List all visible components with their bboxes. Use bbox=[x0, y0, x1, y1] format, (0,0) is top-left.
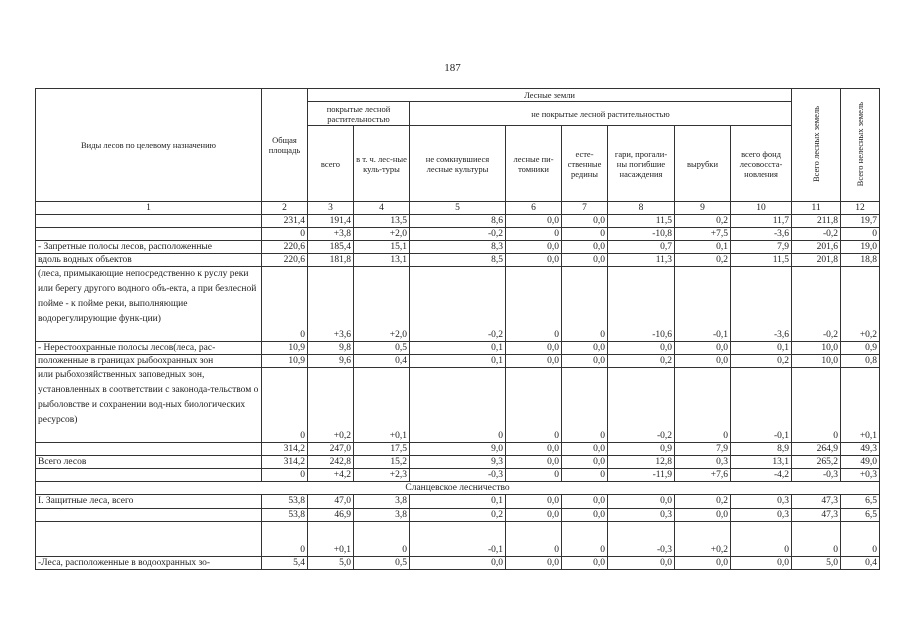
table-cell: 0,5 bbox=[354, 557, 410, 570]
table-cell: 11,7 bbox=[731, 215, 792, 228]
table-cell: 0,0 bbox=[562, 557, 608, 570]
col-number: 1 bbox=[36, 202, 262, 215]
table-cell: 0,0 bbox=[506, 241, 562, 254]
forest-land-table bbox=[35, 88, 880, 570]
table-cell: 0 bbox=[506, 228, 562, 241]
table-cell: 18,8 bbox=[841, 254, 880, 267]
table-cell: 0,1 bbox=[410, 342, 506, 355]
table-cell: 0 bbox=[675, 368, 731, 443]
table-cell: +4,2 bbox=[308, 469, 354, 482]
row-label: вдоль водных объектов bbox=[36, 254, 262, 267]
table-cell: -3,6 bbox=[731, 267, 792, 342]
table-cell: 15,1 bbox=[354, 241, 410, 254]
table-cell: 0 bbox=[262, 368, 308, 443]
table-row bbox=[36, 509, 880, 522]
table-row bbox=[36, 267, 880, 342]
table-row bbox=[36, 368, 880, 443]
table-row bbox=[36, 557, 880, 570]
row-label bbox=[36, 228, 262, 241]
table-cell: 0,0 bbox=[562, 241, 608, 254]
row-label bbox=[36, 443, 262, 456]
table-cell: 0 bbox=[562, 368, 608, 443]
table-row bbox=[36, 342, 880, 355]
table-cell: 0 bbox=[562, 522, 608, 557]
table-cell: 0 bbox=[792, 522, 841, 557]
table-cell: +7,6 bbox=[675, 469, 731, 482]
table-cell: 5,0 bbox=[308, 557, 354, 570]
row-label: положенные в границах рыбоохранных зон bbox=[36, 355, 262, 368]
table-cell: +0,1 bbox=[841, 368, 880, 443]
table-cell: 8,5 bbox=[410, 254, 506, 267]
table-cell: 0,0 bbox=[731, 557, 792, 570]
col-number: 8 bbox=[608, 202, 675, 215]
table-cell: 211,8 bbox=[792, 215, 841, 228]
table-cell: 0,1 bbox=[675, 241, 731, 254]
table-cell: 191,4 bbox=[308, 215, 354, 228]
header-total-forest-lands: Всего лесных земель bbox=[792, 89, 841, 202]
table-cell: 314,2 bbox=[262, 456, 308, 469]
table-cell: +0,2 bbox=[841, 267, 880, 342]
table-cell: 47,3 bbox=[792, 509, 841, 522]
table-row bbox=[36, 456, 880, 469]
table-cell: 8,9 bbox=[731, 443, 792, 456]
row-label: - Нерестоохранные полосы лесов(леса, рас- bbox=[36, 342, 262, 355]
table-cell: +0,2 bbox=[675, 522, 731, 557]
table-cell: 0,4 bbox=[354, 355, 410, 368]
table-cell: 0,0 bbox=[506, 342, 562, 355]
table-cell: 8,3 bbox=[410, 241, 506, 254]
table-cell: 9,8 bbox=[308, 342, 354, 355]
table-cell: 0,0 bbox=[608, 557, 675, 570]
table-cell: 0,3 bbox=[731, 495, 792, 509]
table-cell: 0,0 bbox=[608, 342, 675, 355]
table-cell: 0 bbox=[562, 228, 608, 241]
table-cell: 0,7 bbox=[608, 241, 675, 254]
table-cell: 181,8 bbox=[308, 254, 354, 267]
table-row bbox=[36, 241, 880, 254]
table-cell: 10,9 bbox=[262, 342, 308, 355]
table-cell: 0,0 bbox=[506, 509, 562, 522]
header-non-closed-cultures: не сомкнувшиеся лесные культуры bbox=[410, 126, 506, 202]
table-row bbox=[36, 522, 880, 557]
table-cell: -0,3 bbox=[608, 522, 675, 557]
table-cell: 0 bbox=[731, 522, 792, 557]
table-cell: -10,6 bbox=[608, 267, 675, 342]
table-cell: -0,2 bbox=[410, 228, 506, 241]
table-cell: -0,1 bbox=[731, 368, 792, 443]
table-cell: 220,6 bbox=[262, 254, 308, 267]
table-cell: 0,0 bbox=[506, 254, 562, 267]
table-cell: +2,3 bbox=[354, 469, 410, 482]
table-cell: 0 bbox=[792, 368, 841, 443]
table-cell: +0,1 bbox=[308, 522, 354, 557]
table-cell: 0 bbox=[262, 469, 308, 482]
table-cell: 9,6 bbox=[308, 355, 354, 368]
table-cell: 11,3 bbox=[608, 254, 675, 267]
table-row bbox=[36, 215, 880, 228]
table-cell: 0,0 bbox=[675, 509, 731, 522]
table-cell: 0,0 bbox=[506, 456, 562, 469]
table-cell: 5,0 bbox=[792, 557, 841, 570]
table-cell: 6,5 bbox=[841, 495, 880, 509]
table-cell: -0,2 bbox=[792, 267, 841, 342]
table-cell: 0,0 bbox=[506, 557, 562, 570]
row-label bbox=[36, 509, 262, 522]
col-number: 3 bbox=[308, 202, 354, 215]
col-number: 12 bbox=[841, 202, 880, 215]
header-all: всего bbox=[308, 126, 354, 202]
table-cell: 0,1 bbox=[410, 355, 506, 368]
table-cell: -4,2 bbox=[731, 469, 792, 482]
table-cell: 47,3 bbox=[792, 495, 841, 509]
table-cell: 47,0 bbox=[308, 495, 354, 509]
table-cell: 0 bbox=[562, 469, 608, 482]
table-cell: 15,2 bbox=[354, 456, 410, 469]
table-cell: 10,0 bbox=[792, 342, 841, 355]
row-label: - Запретные полосы лесов, расположенные bbox=[36, 241, 262, 254]
table-cell: -0,1 bbox=[675, 267, 731, 342]
row-label bbox=[36, 522, 262, 557]
table-cell: 0 bbox=[354, 522, 410, 557]
table-cell: 201,8 bbox=[792, 254, 841, 267]
table-cell: -11,9 bbox=[608, 469, 675, 482]
col-number: 9 bbox=[675, 202, 731, 215]
header-total-reforestation: всего фонд лесовосста-новления bbox=[731, 126, 792, 202]
col-number: 11 bbox=[792, 202, 841, 215]
table-cell: -0,3 bbox=[792, 469, 841, 482]
table-cell: 0,0 bbox=[410, 557, 506, 570]
table-cell: 0,2 bbox=[675, 495, 731, 509]
header-incl-plantations: в т. ч. лес-ные куль-туры bbox=[354, 126, 410, 202]
table-cell: +0,2 bbox=[308, 368, 354, 443]
table-cell: 242,8 bbox=[308, 456, 354, 469]
table-cell: 10,9 bbox=[262, 355, 308, 368]
col-number: 4 bbox=[354, 202, 410, 215]
table-cell: -0,2 bbox=[792, 228, 841, 241]
table-cell: 0,0 bbox=[506, 215, 562, 228]
table-cell: 0,0 bbox=[562, 443, 608, 456]
table-cell: -0,1 bbox=[410, 522, 506, 557]
table-cell: 0,0 bbox=[562, 355, 608, 368]
table-cell: 49,3 bbox=[841, 443, 880, 456]
table-cell: 0,8 bbox=[841, 355, 880, 368]
table-cell: 0 bbox=[506, 267, 562, 342]
table-cell: 0 bbox=[506, 469, 562, 482]
table-cell: 17,5 bbox=[354, 443, 410, 456]
table-cell: 0 bbox=[262, 267, 308, 342]
row-label: Всего лесов bbox=[36, 456, 262, 469]
table-cell: 13,1 bbox=[354, 254, 410, 267]
col-number: 7 bbox=[562, 202, 608, 215]
table-cell: 0,2 bbox=[675, 215, 731, 228]
table-cell: 185,4 bbox=[308, 241, 354, 254]
table-cell: 0,0 bbox=[675, 557, 731, 570]
table-cell: 0,5 bbox=[354, 342, 410, 355]
table-cell: 0,0 bbox=[506, 355, 562, 368]
table-cell: -0,2 bbox=[608, 368, 675, 443]
table-cell: 0,2 bbox=[608, 355, 675, 368]
table-cell: 0 bbox=[262, 522, 308, 557]
header-clearcuts: вырубки bbox=[675, 126, 731, 202]
table-cell: 0,2 bbox=[675, 254, 731, 267]
table-cell: 247,0 bbox=[308, 443, 354, 456]
header-not-covered: не покрытые лесной растительностью bbox=[410, 102, 792, 126]
col-number: 2 bbox=[262, 202, 308, 215]
table-cell: 3,8 bbox=[354, 509, 410, 522]
table-cell: 0 bbox=[841, 228, 880, 241]
page-number: 187 bbox=[444, 62, 461, 74]
table-cell: -10,8 bbox=[608, 228, 675, 241]
header-total-nonforest-lands: Всего нелесных земель bbox=[841, 89, 880, 202]
table-cell: +0,1 bbox=[354, 368, 410, 443]
table-cell: 0,0 bbox=[562, 342, 608, 355]
table-cell: 7,9 bbox=[675, 443, 731, 456]
table-cell: 5,4 bbox=[262, 557, 308, 570]
table-cell: 0,0 bbox=[562, 215, 608, 228]
table-cell: +0,3 bbox=[841, 469, 880, 482]
table-cell: 0,1 bbox=[410, 495, 506, 509]
table-cell: 10,0 bbox=[792, 355, 841, 368]
table-cell: 0 bbox=[562, 267, 608, 342]
table-cell: 231,4 bbox=[262, 215, 308, 228]
table-cell: -0,2 bbox=[410, 267, 506, 342]
table-cell: 9,3 bbox=[410, 456, 506, 469]
table-cell: 11,5 bbox=[608, 215, 675, 228]
table-cell: 3,8 bbox=[354, 495, 410, 509]
col-number: 6 bbox=[506, 202, 562, 215]
table-row bbox=[36, 443, 880, 456]
table-cell: 0 bbox=[841, 522, 880, 557]
table-cell: 0,3 bbox=[675, 456, 731, 469]
col-number: 5 bbox=[410, 202, 506, 215]
table-cell: -3,6 bbox=[731, 228, 792, 241]
table-cell: 7,9 bbox=[731, 241, 792, 254]
row-label bbox=[36, 469, 262, 482]
table-cell: 0,2 bbox=[410, 509, 506, 522]
table-cell: 0,0 bbox=[506, 495, 562, 509]
section-title: Сланцевское лесничество bbox=[36, 482, 880, 495]
table-cell: 0,4 bbox=[841, 557, 880, 570]
table-cell: 220,6 bbox=[262, 241, 308, 254]
table-cell: 0,0 bbox=[562, 456, 608, 469]
table-cell: 53,8 bbox=[262, 509, 308, 522]
table-row bbox=[36, 228, 880, 241]
header-covered: покрытые лесной растительностью bbox=[308, 102, 410, 126]
table-cell: 0,1 bbox=[731, 342, 792, 355]
table-cell: 8,6 bbox=[410, 215, 506, 228]
table-cell: 0,0 bbox=[675, 342, 731, 355]
table-row bbox=[36, 355, 880, 368]
table-cell: +7,5 bbox=[675, 228, 731, 241]
table-cell: 13,1 bbox=[731, 456, 792, 469]
table-cell: 314,2 bbox=[262, 443, 308, 456]
table-cell: 0,3 bbox=[731, 509, 792, 522]
table-cell: 0,0 bbox=[506, 443, 562, 456]
table-cell: 264,9 bbox=[792, 443, 841, 456]
table-row bbox=[36, 495, 880, 509]
header-forest-lands: Лесные земли bbox=[308, 89, 792, 102]
table-cell: 0 bbox=[506, 522, 562, 557]
table-cell: +3,6 bbox=[308, 267, 354, 342]
table-cell: 0 bbox=[410, 368, 506, 443]
table-cell: 0 bbox=[506, 368, 562, 443]
header-natural-sparse: есте-ственные редины bbox=[562, 126, 608, 202]
row-label: -Леса, расположенные в водоохранных зо- bbox=[36, 557, 262, 570]
table-cell: 0,0 bbox=[562, 509, 608, 522]
table-cell: 19,7 bbox=[841, 215, 880, 228]
table-cell: 0,0 bbox=[675, 355, 731, 368]
table-cell: 265,2 bbox=[792, 456, 841, 469]
table-cell: 0,0 bbox=[562, 495, 608, 509]
table-cell: 0 bbox=[262, 228, 308, 241]
table-body-main bbox=[36, 215, 880, 482]
header-nurseries: лесные пи-томники bbox=[506, 126, 562, 202]
table-cell: 0,9 bbox=[608, 443, 675, 456]
table-cell: +2,0 bbox=[354, 267, 410, 342]
table-cell: 0,0 bbox=[562, 254, 608, 267]
table-row bbox=[36, 469, 880, 482]
table-cell: +2,0 bbox=[354, 228, 410, 241]
table-cell: 11,5 bbox=[731, 254, 792, 267]
table-cell: 19,0 bbox=[841, 241, 880, 254]
row-label: или рыбохозяйственных заповедных зон, установленных в соответствии с законода-тельством о рыболовстве и сохранении вод-ных биологических ресурсов) bbox=[36, 368, 262, 443]
table-cell: 12,8 bbox=[608, 456, 675, 469]
col-number: 10 bbox=[731, 202, 792, 215]
table-cell: 0,2 bbox=[731, 355, 792, 368]
row-label: (леса, примыкающие непосредственно к руслу реки или берегу другого водного объ-екта, а при безлесной пойме - к пойме реки, выполняющие водорегулирующие функ-ции) bbox=[36, 267, 262, 342]
table-row bbox=[36, 254, 880, 267]
table-body-slantsy bbox=[36, 495, 880, 570]
header-view-types: Виды лесов по целевому назначению bbox=[36, 89, 262, 202]
table-cell: 53,8 bbox=[262, 495, 308, 509]
table-cell: 0,0 bbox=[608, 495, 675, 509]
table-cell: +3,8 bbox=[308, 228, 354, 241]
table-cell: 0,3 bbox=[608, 509, 675, 522]
header-total-area: Общая площадь bbox=[262, 89, 308, 202]
table-cell: 46,9 bbox=[308, 509, 354, 522]
table-cell: 13,5 bbox=[354, 215, 410, 228]
table-cell: 201,6 bbox=[792, 241, 841, 254]
table-cell: 0,9 bbox=[841, 342, 880, 355]
table-cell: 49,0 bbox=[841, 456, 880, 469]
row-label bbox=[36, 215, 262, 228]
table-cell: 9,0 bbox=[410, 443, 506, 456]
table-cell: 6,5 bbox=[841, 509, 880, 522]
row-label: I. Защитные леса, всего bbox=[36, 495, 262, 509]
table-cell: -0,3 bbox=[410, 469, 506, 482]
header-burned: гари, прогали-ны погибшие насаждения bbox=[608, 126, 675, 202]
